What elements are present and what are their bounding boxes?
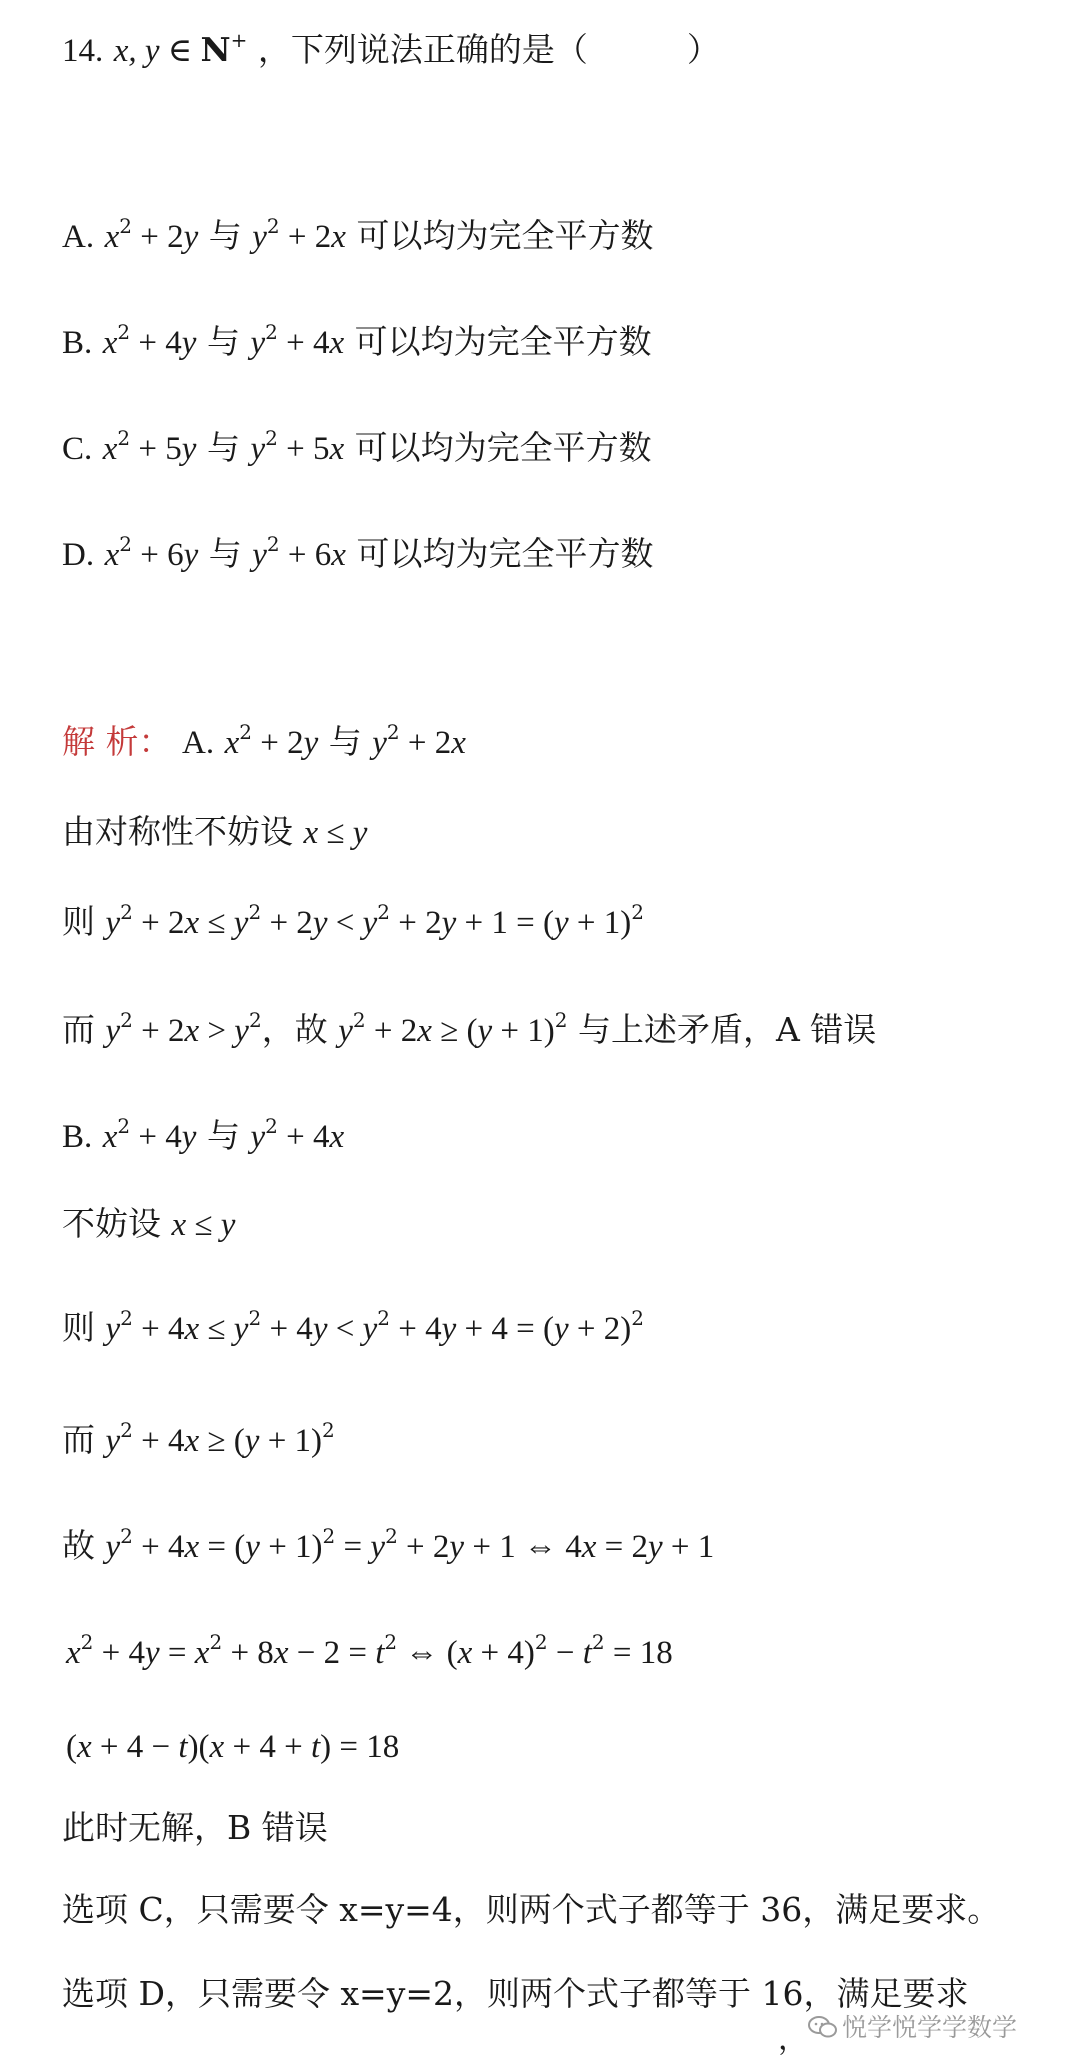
solution-line-10-formula: (x + 4 − t)(x + 4 + t) = 18: [66, 1729, 400, 1765]
solution-line-6: 则 $y^2 + 4x \le y^2 + 4y < y^2 + 4y + 4 = (y + 2)^2$: [62, 1306, 644, 1347]
option-b: B. $x^2 + 4y$ 与 $y^2 + 4x$ 可以均为完全平方数: [62, 320, 652, 361]
solution-line-9-formula: $x^2 + 4y = x^2 + 8x - 2 = t^2$ ⇔ $(x + 4)^2 - t^2 = 18$: [66, 1630, 673, 1671]
solution-heading-line: 解 析： A. $x^2 + 2y$ 与 $y^2 + 2x$: [62, 720, 466, 761]
option-a-text: 可以均为完全平方数: [356, 216, 654, 255]
watermark-text: 悦学悦学学数学: [842, 2013, 1018, 2042]
solution-line-7: 而 $y^2 + 4x \ge (y + 1)^2$: [62, 1418, 335, 1459]
trailing-comma: ，: [778, 2022, 808, 2057]
solution-line-5: 不妨设 x ≤ y: [62, 1204, 236, 1243]
option-d: D. $x^2 + 6y$ 与 $y^2 + 6x$ 可以均为完全平方数: [62, 532, 654, 573]
solution-line-13: 选项 D，只需要令 x=y=2，则两个式子都等于 16，满足要求: [62, 1974, 969, 2013]
option-d-text: 可以均为完全平方数: [356, 534, 654, 573]
solution-line-2: 则 $y^2 + 2x \le y^2 + 2y < y^2 + 2y + 1 = (y + 1)^2$: [62, 900, 644, 941]
solution-line-3: 而 $y^2 + 2x > y^2$，故 $y^2 + 2x \ge (y + 1)^2$ 与上述矛盾，A 错误: [62, 1008, 877, 1049]
option-a: A. $x^2 + 2y$ 与 $y^2 + 2x$ 可以均为完全平方数: [62, 214, 654, 255]
watermark: [808, 2008, 1017, 2044]
solution-line-12: 选项 C，只需要令 x=y=4，则两个式子都等于 36，满足要求。: [62, 1890, 1001, 1929]
stem-formula: x, y: [113, 33, 160, 69]
solution-line-8: 故 $y^2 + 4x = (y + 1)^2 = y^2 + 2y + 1$ ⇔ 4x = 2y + 1: [62, 1524, 715, 1565]
solution-line-1: 由对称性不妨设 x ≤ y: [62, 812, 368, 851]
wechat-icon: [808, 2015, 838, 2037]
solution-line-4: B. $x^2 + 4y$ 与 $y^2 + 4x$: [62, 1114, 345, 1155]
question-number: 14.: [62, 33, 104, 69]
option-b-text: 可以均为完全平方数: [354, 322, 652, 361]
solution-line-11: 此时无解，B 错误: [62, 1808, 328, 1847]
stem-text: ，下列说法正确的是（ ）: [257, 30, 720, 69]
question-stem: 14. x, y ∈ N+ ，下列说法正确的是（ ）: [62, 28, 720, 69]
solution-heading: 解 析：: [62, 722, 172, 761]
option-c: C. $x^2 + 5y$ 与 $y^2 + 5x$ 可以均为完全平方数: [62, 426, 652, 467]
option-c-text: 可以均为完全平方数: [354, 428, 652, 467]
